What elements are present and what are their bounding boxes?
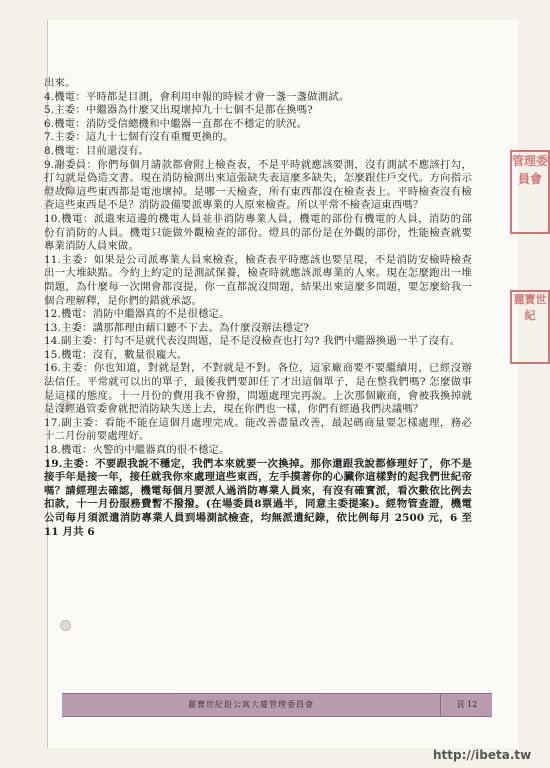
site-watermark: http://ibeta.tw bbox=[433, 748, 532, 762]
minutes-body bbox=[44, 77, 472, 539]
minutes-item: 12.機電：消防中繼器真的不是很穩定。 bbox=[44, 308, 230, 321]
minutes-item: 8.機電：目前還沒有。 bbox=[44, 144, 150, 157]
minutes-item: 出來。 bbox=[44, 77, 76, 89]
minutes-item: 7.主委：這九十七個有沒有重覆更換的。 bbox=[44, 131, 234, 144]
minutes-item: 11.主委：如果是公司派專業人員來檢查，檢查表平時應該也要呈現，不是消防安檢時檢查出一大堆缺點。今約上約定的是測試保養，檢查時就應該派專業的人來。現在怎麼跑出一堆問題，為什麼每一次開會都沒提，你一直都說沒問題，結果出來這麼多問題，要怎麼給我一個合理解釋，是你們的錯就承認。 bbox=[44, 253, 472, 307]
minutes-item: 6.機電：消防受信總機和中繼器一直都在不穩定的狀況。 bbox=[44, 117, 308, 130]
minutes-item: 16.主委：你也知道，對就是對，不對就是不對。各位，這家廠商要不要繼續用，已經沒辦法信任。平常就可以出的單子，最後我們要卸任了才出這個單子，是在整我們嗎? 怎麼做事是這樣的態度。十一月份的費用我不會撥，問題處理完再說。上次那個廠商，會被我換掉就是沒經過管委會就把消防缺失送上去，現在你們也一樣，你們有經過我們決議嗎？ bbox=[44, 362, 472, 416]
minutes-item: 13.主委：講那都理由藉口聽不下去。為什麼沒辦法穩定? bbox=[44, 321, 310, 334]
minutes-item: 10.機電：派遣來這邊的機電人員並非消防專業人員，機電的部份有機電的人員，消防的部份有消防的人員。機電只能做外觀檢查的部份。燈具的部份是在外觀的部份，性能檢查就要專業消防人員來做。 bbox=[44, 212, 472, 253]
punch-hole bbox=[60, 620, 71, 631]
minutes-item: 17.副主委：看能不能在這個月處理完成。能改善盡量改善，最起碼商量要怎樣處理，務必十二月份前要處理好。 bbox=[44, 416, 472, 443]
footer-page-number: 頁 12 bbox=[440, 694, 493, 716]
page-footer bbox=[62, 693, 492, 717]
minutes-item: 14.副主委：打勾不是就代表沒問題，是不是沒檢查也打勾? 我們中繼器換過一半了沒有。 bbox=[44, 335, 461, 348]
minutes-item: 5.主委：中繼器為什麼又出現壞掉九十七個不是都在換嗎? bbox=[44, 104, 313, 117]
red-seal-stamp: 管理委員會 bbox=[510, 150, 550, 234]
minutes-item: 4.機電：平時都是目測，會利用申報的時候才會一盞一盞做測試。 bbox=[44, 90, 350, 103]
minutes-item: 15.機電：沒有，數量很龐大。 bbox=[44, 348, 188, 361]
minutes-item: 9.謝委員：你們每個月請款都會附上檢查表，不是平時就應該要測，沒有測試不應該打勾，打勾就是偽造文書。現在消防檢測出來這張缺失表這麼多缺失，怎麼跟住戶交代。方向指示燈故障這些東西都是電池壞掉。是哪一天檢查，所有東西都沒在檢查表上。平時檢查沒有檢查這些東西是不是？消防設備要派專業的人原來檢查。所以平常不檢查這東西嗎？ bbox=[44, 158, 472, 212]
footer-committee-name: 麗寶世紀鉛公寓大廈管理委員會 bbox=[188, 700, 314, 709]
minutes-item: 18.機電：火警的中繼器真的很不穩定。 bbox=[44, 444, 230, 457]
red-seal-stamp: 麗寶世紀 bbox=[510, 290, 550, 364]
minutes-item: 19.主委：不要跟我說不穩定，我們本來就要一次換掉。那你還跟我說都修理好了，你不是接手年是接一年，接任就我你來處理這些東西，左手摸著你的心臟你這樣對的起我們世紀帝嗎？請經理去確認，機電每個月要派人過消防專業人員來，有沒有確實派，看次數依比例去扣款，十一月份服務費暫不撥撥。(在場委員8票過半，同意主委提案)。經物管查證，機電公司每月須派遣消防專業人員到場測試檢查，均無派遣紀錄，依比例每月 2500 元，6 至 11 月共 6 bbox=[44, 457, 472, 538]
